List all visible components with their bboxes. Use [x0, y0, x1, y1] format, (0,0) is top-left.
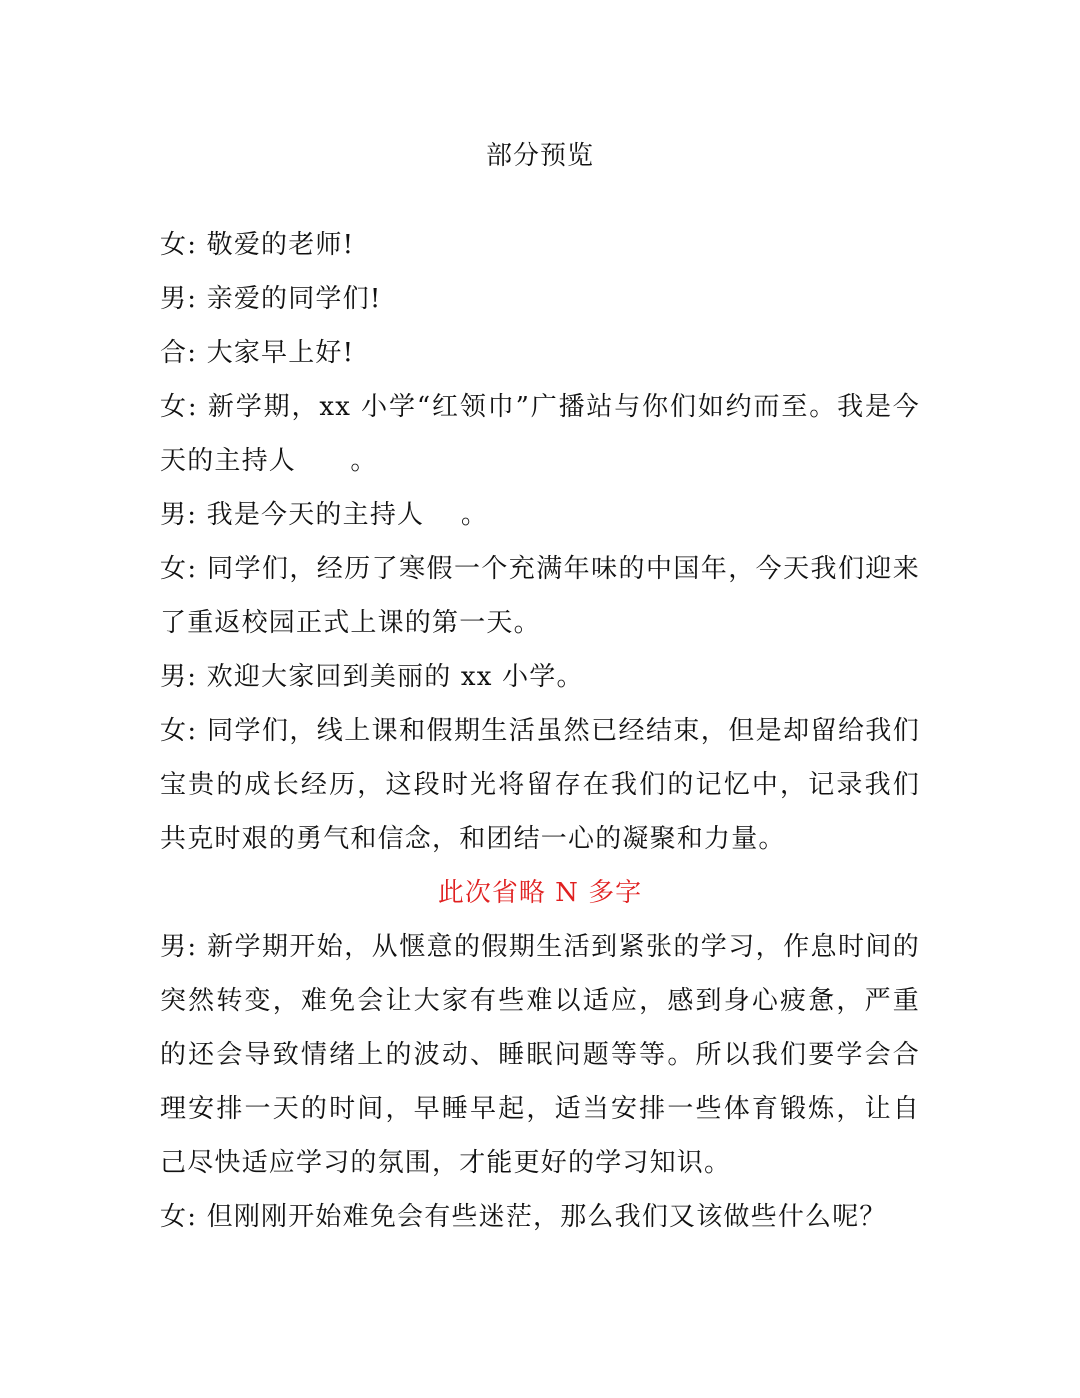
paragraph-greeting-together: 合: 大家早上好!	[160, 338, 355, 368]
paragraph-adjust-schedule: 男: 新学期开始，从惬意的假期生活到紧张的学习，作息时间的突然转变，难免会让大家有些难以适应，感到身心疲惫，严重的还会导致情绪上的波动、睡眠问题等等。所以我们要学会合理安排一天的时间，早睡早起，适当安排一些体育锻炼，让自己尽快适应学习的氛围，才能更好的学习知识。	[160, 932, 920, 1178]
paragraph-greeting-teachers: 女: 敬爱的老师!	[160, 230, 355, 260]
document-body	[160, 218, 920, 1244]
paragraph-intro-female-host: 女: 新学期，xx 小学“红领巾”广播站与你们如约而至。我是今天的主持人 。	[160, 392, 920, 476]
paragraph-intro-male-host: 男: 我是今天的主持人 。	[160, 500, 489, 530]
paragraph-question: 女: 但刚刚开始难免会有些迷茫，那么我们又该做些什么呢？	[160, 1202, 887, 1232]
omission-notice: 此次省略 N 多字	[437, 878, 643, 908]
paragraph-greeting-students: 男: 亲爱的同学们!	[160, 284, 382, 314]
page-title: 部分预览	[485, 141, 594, 171]
paragraph-welcome-back: 男: 欢迎大家回到美丽的 xx 小学。	[160, 662, 584, 692]
paragraph-new-semester: 女: 同学们，经历了寒假一个充满年味的中国年，今天我们迎来了重返校园正式上课的第一天。	[160, 554, 920, 638]
paragraph-online-classes: 女: 同学们，线上课和假期生活虽然已经结束，但是却留给我们宝贵的成长经历，这段时光将留存在我们的记忆中，记录我们共克时艰的勇气和信念，和团结一心的凝聚和力量。	[160, 716, 920, 854]
